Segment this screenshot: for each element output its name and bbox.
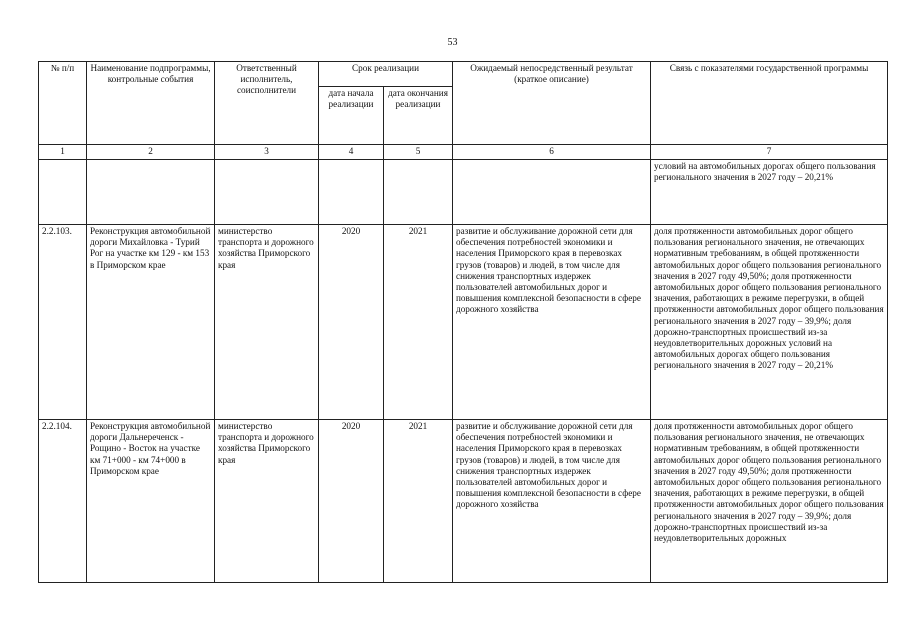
executor-cell: министерство транспорта и дорожного хозяйства Приморского края — [215, 420, 319, 583]
table-row — [39, 225, 888, 420]
header-num: № п/п — [39, 62, 87, 145]
header-name: Наименование подпрограммы, контрольные события — [87, 62, 215, 145]
indicator-link-cell: доля протяженности автомобильных дорог общего пользования регионального значения, не отвечающих нормативным требованиям, в общей протяженности автомобильных дорог общего пользования регионального значения в 2027 году 49,50%; доля протяженности автомобильных дорог общего пользования регионального значения, работающих в режиме перегрузки, в общей протяженности автомобильных дорог общего пользования регионального значения в 2027 году – 39,9%; доля дорожно-транспортных происшествий из-за неудовлетворительных дорожных — [651, 420, 888, 583]
empty-cell — [319, 160, 384, 225]
column-number: 1 — [39, 145, 87, 160]
page-number: 53 — [447, 37, 458, 48]
column-number: 5 — [384, 145, 453, 160]
empty-cell — [384, 160, 453, 225]
end-year: 2021 — [384, 420, 453, 583]
expected-result: развитие и обслуживание дорожной сети для обеспечения потребностей экономики и населения Приморского края в перевозках грузов (товаров) и людей, в том числе для снижения транспортных издержек пользователей автомобильных дорог и повышения комплексной безопасности в сфере дорожного хозяйства — [453, 225, 651, 420]
header-end: дата окончания реализации — [384, 87, 453, 145]
indicator-link-cell: условий на автомобильных дорогах общего пользования регионального значения в 2027 году – 20,21% — [651, 160, 888, 225]
column-number: 4 — [319, 145, 384, 160]
program-table — [38, 61, 888, 583]
column-number-row — [39, 145, 888, 160]
row-number: 2.2.103. — [39, 225, 87, 420]
end-year: 2021 — [384, 225, 453, 420]
indicator-link-cell: доля протяженности автомобильных дорог общего пользования регионального значения, не отвечающих нормативным требованиям, в общей протяженности автомобильных дорог общего пользования регионального значения в 2027 году 49,50%; доля протяженности автомобильных дорог общего пользования регионального значения, работающих в режиме перегрузки, в общей протяженности автомобильных дорог общего пользования регионального значения в 2027 году – 39,9%; доля дорожно-транспортных происшествий из-за неудовлетворительных дорожных условий на автомобильных дорогах общего пользования регионального значения в 2027 году – 20,21% — [651, 225, 888, 420]
event-name: Реконструкция автомобильной дороги Дальнереченск - Рощино - Восток на участке км 71+000 - км 74+000 в Приморском крае — [87, 420, 215, 583]
header-link: Связь с показателями государственной программы — [651, 62, 888, 145]
header-executor: Ответственный исполнитель, соисполнители — [215, 62, 319, 145]
column-number: 2 — [87, 145, 215, 160]
empty-cell — [453, 160, 651, 225]
column-number: 6 — [453, 145, 651, 160]
header-result: Ожидаемый непосредственный результат (краткое описание) — [453, 62, 651, 145]
header-period: Срок реализации — [319, 62, 453, 87]
table-header-row — [39, 62, 888, 87]
start-year: 2020 — [319, 225, 384, 420]
empty-cell — [39, 160, 87, 225]
expected-result: развитие и обслуживание дорожной сети для обеспечения потребностей экономики и населения Приморского края в перевозках грузов (товаров) и людей, в том числе для снижения транспортных издержек пользователей автомобильных дорог и повышения комплексной безопасности в сфере дорожного хозяйства — [453, 420, 651, 583]
column-number: 3 — [215, 145, 319, 160]
event-name: Реконструкция автомобильной дороги Михайловка - Турий Рог на участке км 129 - км 153 в Приморском крае — [87, 225, 215, 420]
empty-cell — [215, 160, 319, 225]
row-number: 2.2.104. — [39, 420, 87, 583]
column-number: 7 — [651, 145, 888, 160]
header-start: дата начала реализации — [319, 87, 384, 145]
executor-cell: министерство транспорта и дорожного хозяйства Приморского края — [215, 225, 319, 420]
table-row — [39, 160, 888, 225]
table-row — [39, 420, 888, 583]
empty-cell — [87, 160, 215, 225]
start-year: 2020 — [319, 420, 384, 583]
